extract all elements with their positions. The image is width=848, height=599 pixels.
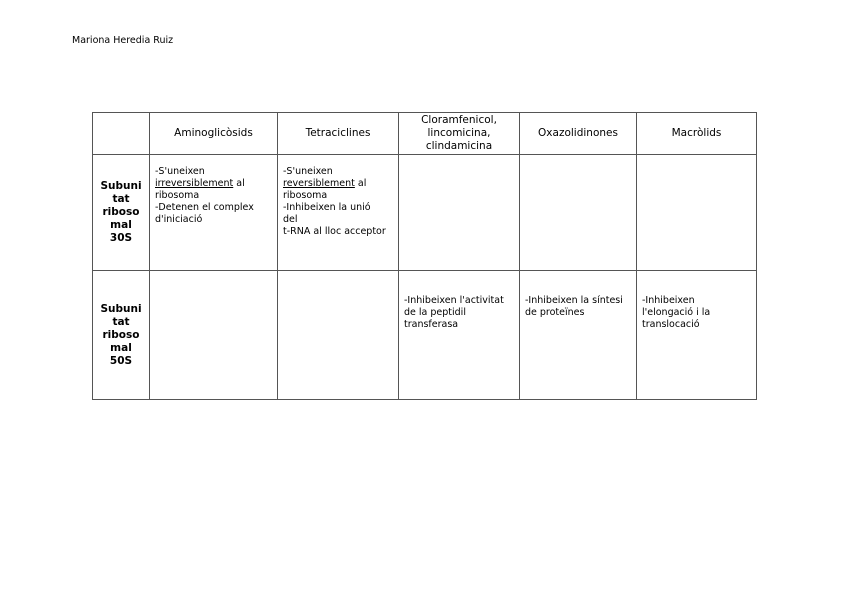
- cell-50s-oxazolidinones: [520, 271, 637, 400]
- cell-line: transferasa: [404, 319, 459, 330]
- header-macrolids: Macròlids: [637, 113, 757, 155]
- cell-line: -S'uneixen: [155, 166, 205, 177]
- cell-line: -Inhibeixen la síntesi: [525, 295, 623, 306]
- header-tetraciclines: Tetraciclines: [278, 113, 399, 155]
- cell-30s-aminoglicosids: [150, 155, 278, 271]
- cell-line: t-RNA al lloc acceptor: [283, 226, 386, 237]
- cell-30s-tetraciclines: [278, 155, 399, 271]
- row-label-line: riboso: [102, 206, 140, 218]
- header-cloramfenicol-line: Cloramfenicol,: [421, 114, 497, 126]
- header-oxazolidinones: Oxazolidinones: [520, 113, 637, 155]
- row-label-line: riboso: [102, 328, 140, 341]
- cell-text: al: [354, 178, 367, 189]
- cell-30s-macrolids: [637, 155, 757, 271]
- antibiotics-table: [92, 112, 757, 400]
- cell-50s-tetraciclines: [278, 271, 399, 400]
- cell-line: de la peptidil: [404, 307, 466, 318]
- cell-line: del: [283, 214, 298, 225]
- header-cell-empty: [93, 113, 150, 155]
- header-aminoglicosids: Aminoglicòsids: [150, 113, 278, 155]
- row-label-line: tat: [112, 315, 130, 328]
- cell-50s-cloramfenicol: [399, 271, 520, 400]
- cell-30s-oxazolidinones: [520, 155, 637, 271]
- row-label-line: 30S: [109, 232, 133, 244]
- cell-line: ribosoma: [283, 190, 328, 201]
- cell-line: -Detenen el complex: [155, 202, 254, 213]
- underlined-term: reversiblement: [283, 178, 355, 189]
- row-label-line: tat: [112, 193, 130, 205]
- table-header-row: [93, 113, 757, 155]
- cell-line: [155, 178, 273, 190]
- cell-line: d'iniciació: [155, 214, 203, 225]
- row-label-30s: [93, 155, 150, 271]
- header-cloramfenicol: [399, 113, 520, 155]
- cell-line: de proteïnes: [525, 307, 585, 318]
- cell-50s-aminoglicosids: [150, 271, 278, 400]
- row-label-line: 50S: [109, 354, 133, 367]
- cell-line: -Inhibeixen: [642, 295, 695, 306]
- cell-50s-macrolids: [637, 271, 757, 400]
- header-cloramfenicol-line: lincomicina,: [427, 127, 491, 139]
- row-label-line: Subuni: [100, 302, 142, 315]
- cell-text: al: [233, 178, 245, 189]
- cell-line: l'elongació i la: [642, 307, 711, 318]
- table-row: [93, 155, 757, 271]
- cell-line: -Inhibeixen l'activitat: [404, 295, 504, 306]
- cell-line: ribosoma: [155, 190, 200, 201]
- underlined-term: irreversiblement: [155, 178, 234, 189]
- row-label-line: Subuni: [100, 180, 142, 192]
- cell-line: translocació: [642, 319, 700, 330]
- table-row: [93, 271, 757, 400]
- cell-line: -S'uneixen: [283, 166, 333, 177]
- cell-line: [283, 178, 394, 190]
- cell-line: -Inhibeixen la unió: [283, 202, 371, 213]
- row-label-line: mal: [110, 341, 132, 354]
- header-cloramfenicol-line: clindamicina: [425, 140, 493, 152]
- cell-30s-cloramfenicol: [399, 155, 520, 271]
- author-name: Mariona Heredia Ruiz: [72, 35, 174, 46]
- row-label-line: mal: [110, 219, 132, 231]
- row-label-50s: [93, 271, 150, 400]
